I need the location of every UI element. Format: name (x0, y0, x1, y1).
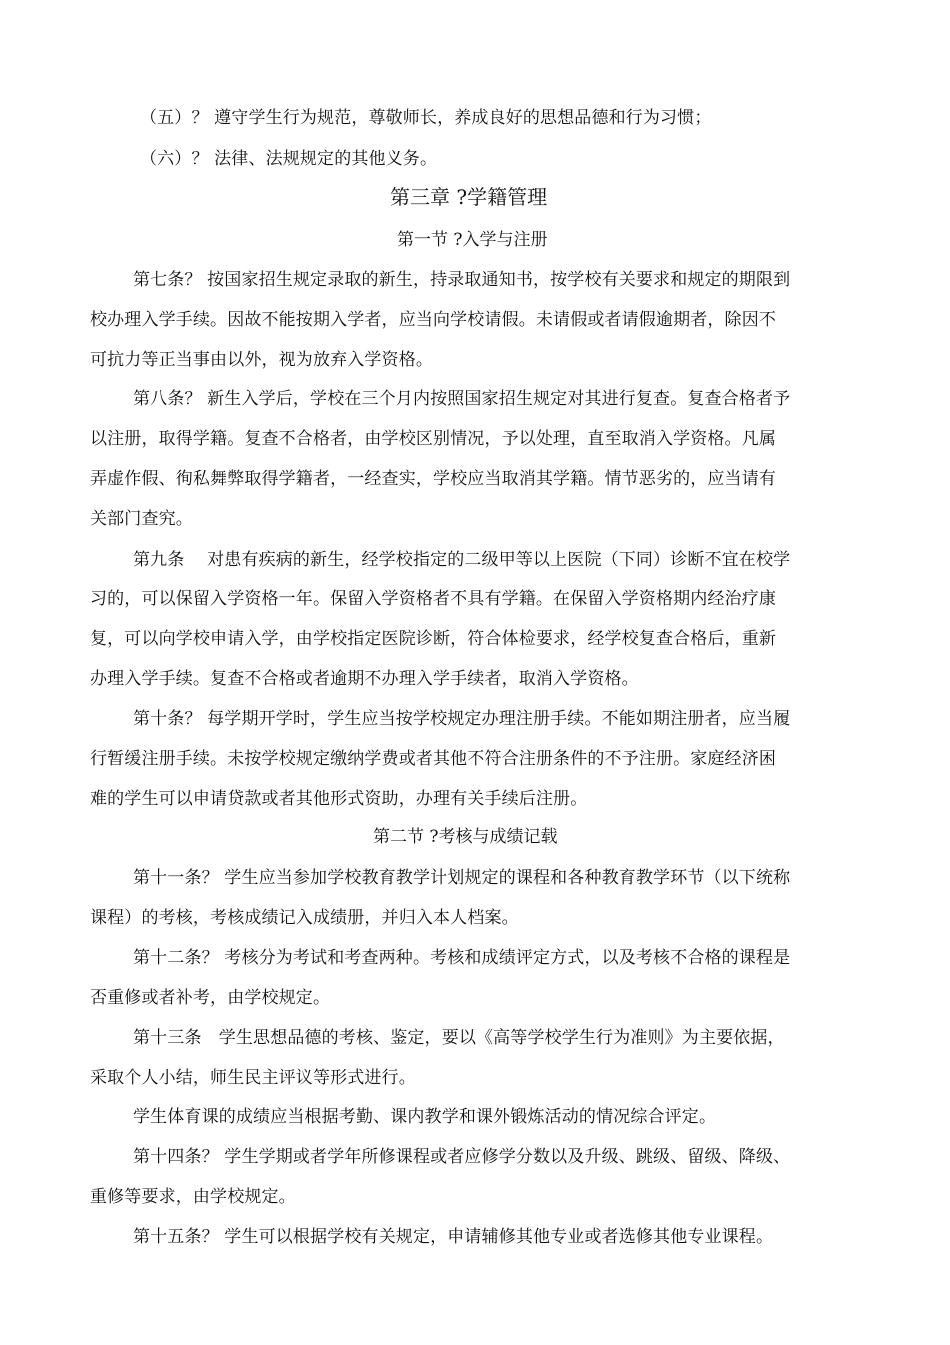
article-13-line-1-text: 第十三条 学生思想品德的考核、鉴定，要以《高等学校学生行为准则》为主要依据， (133, 1028, 785, 1048)
article-9-line-1-text: 第九条 对患有疾病的新生，经学校指定的二级甲等以上医院（下同）诊断不宜在校学 (133, 550, 791, 570)
article-8-line-2-text: 以注册，取得学籍。复查不合格者，由学校区别情况，予以处理，直至取消入学资格。凡属 (90, 429, 776, 449)
item-6-text: （六）？ 法律、法规规定的其他义务。 (140, 149, 438, 169)
item-5-text: （五）？ 遵守学生行为规范，尊敬师长，养成良好的思想品德和行为习惯； (140, 108, 712, 128)
article-8-line-4-text: 关部门查究。 (90, 509, 193, 529)
article-9-line-2-text: 习的，可以保留入学资格一年。保留入学资格者不具有学籍。在保留入学资格期内经治疗康 (90, 589, 776, 609)
article-12-line-1-text: 第十二条？ 考核分为考试和考查两种。考核和成绩评定方式，以及考核不合格的课程是 (133, 948, 791, 968)
article-8-line-3-text: 弄虚作假、徇私舞弊取得学籍者，一经查实，学校应当取消其学籍。情节恶劣的，应当请有 (90, 469, 776, 489)
article-11-line-2-text: 课程）的考核，考核成绩记入成绩册，并归入本人档案。 (90, 908, 519, 928)
article-11-line-1-text: 第十一条？ 学生应当参加学校教育教学计划规定的课程和各种教育教学环节（以下统称 (133, 868, 791, 888)
article-10-line-2-text: 行暂缓注册手续。未按学校规定缴纳学费或者其他不符合注册条件的不予注册。家庭经济困 (90, 749, 776, 769)
section-2-title-text: 第二节 ?考核与成绩记载 (373, 827, 558, 847)
article-14-line-1-text: 第十四条？ 学生学期或者学年所修课程或者应修学分数以及升级、跳级、留级、降级、 (133, 1147, 791, 1167)
pe-paragraph-text: 学生体育课的成绩应当根据考勤、课内教学和课外锻炼活动的情况综合评定。 (133, 1107, 717, 1127)
chapter-3-title-text: 第三章 ?学籍管理 (390, 185, 548, 209)
article-7-line-1-text: 第七条？ 按国家招生规定录取的新生，持录取通知书，按学校有关要求和规定的期限到 (133, 270, 791, 290)
article-13-line-2-text: 采取个人小结，师生民主评议等形式进行。 (90, 1068, 416, 1088)
article-9-line-3-text: 复，可以向学校申请入学，由学校指定医院诊断，符合体检要求，经学校复查合格后，重新 (90, 629, 776, 649)
article-14-line-2-text: 重修等要求，由学校规定。 (90, 1187, 296, 1207)
article-10-line-1-text: 第十条？ 每学期开学时，学生应当按学校规定办理注册手续。不能如期注册者，应当履 (133, 709, 791, 729)
article-15-text: 第十五条？ 学生可以根据学校有关规定，申请辅修其他专业或者选修其他专业课程。 (133, 1227, 774, 1247)
section-1-title-text: 第一节 ?入学与注册 (397, 230, 548, 250)
article-12-line-2-text: 否重修或者补考，由学校规定。 (90, 988, 331, 1008)
article-7-line-3-text: 可抗力等正当事由以外，视为放弃入学资格。 (90, 350, 433, 370)
article-10-line-3-text: 难的学生可以申请贷款或者其他形式资助，办理有关手续后注册。 (90, 789, 588, 809)
article-7-line-2-text: 校办理入学手续。因故不能按期入学者，应当向学校请假。未请假或者请假逾期者，除因不 (90, 310, 776, 330)
article-8-line-1-text: 第八条？ 新生入学后，学校在三个月内按照国家招生规定对其进行复查。复查合格者予 (133, 389, 791, 409)
article-9-line-4-text: 办理入学手续。复查不合格或者逾期不办理入学手续者，取消入学资格。 (90, 669, 639, 689)
